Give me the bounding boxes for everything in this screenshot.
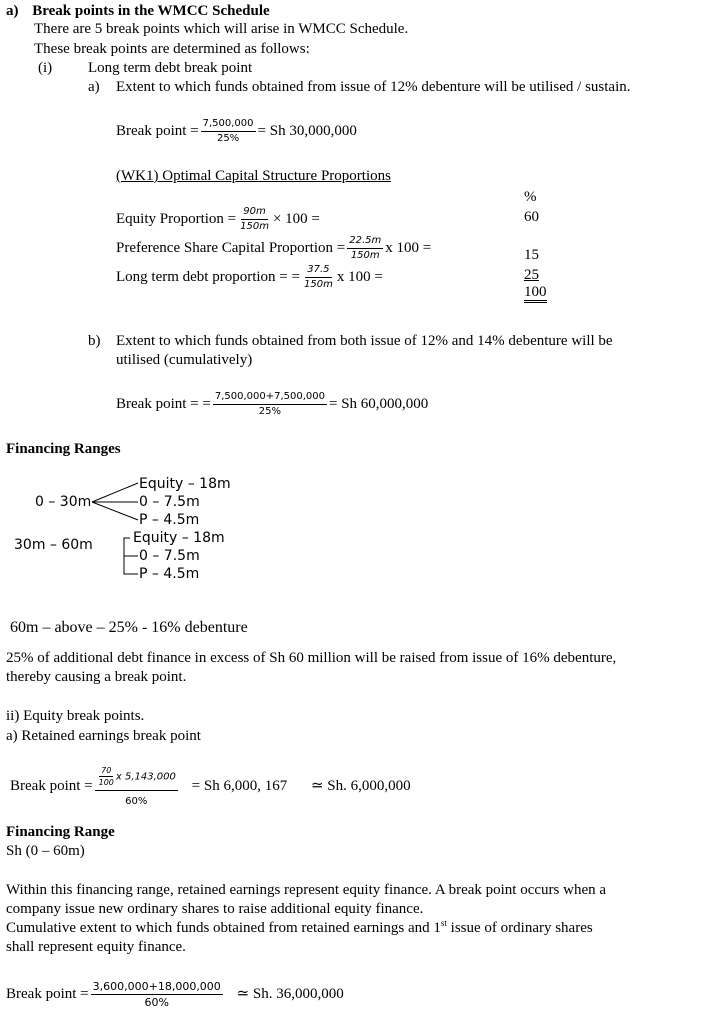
new-shares-break-point — [6, 978, 344, 1010]
preference-num: 22.5m — [347, 235, 383, 249]
paragraph-2-line-2: shall represent equity finance. — [6, 939, 186, 955]
re-bp-result: = Sh 6,000, 167 — [191, 778, 288, 794]
wk1-title: (WK1) Optimal Capital Structure Proportions — [116, 168, 391, 184]
part-a-text: Extent to which funds obtained from issue of 12% debenture will be utilised / sustain. — [116, 79, 631, 95]
range-2-item: Equity – 18m — [133, 530, 225, 546]
preference-rest: x 100 = — [385, 240, 432, 256]
note-line-2: thereby causing a break point. — [6, 669, 187, 685]
intro-line-2: These break points are determined as follows: — [34, 41, 310, 57]
item-number: (i) — [38, 60, 53, 76]
re-inner-rest: x 5,143,000 — [115, 771, 176, 783]
note-line-1: 25% of additional debt finance in excess of Sh 60 million will be raised from issue of 16% debenture, — [6, 650, 617, 666]
part-b-line-1: Extent to which funds obtained from both issue of 12% and 14% debenture will be — [116, 333, 613, 349]
equity-bp-sub: a) Retained earnings break point — [6, 728, 201, 744]
re-bp-denominator: 60% — [125, 795, 148, 807]
p2-text-a: Cumulative extent to which funds obtained from retained earnings and 1 — [6, 920, 441, 936]
part-b-break-point — [116, 389, 428, 419]
re-bp-numerator — [95, 766, 178, 791]
paragraph-2-line-1 — [6, 919, 593, 937]
financing-ranges-title: Financing Ranges — [6, 441, 121, 457]
section-title: Break points in the WMCC Schedule — [32, 3, 270, 19]
bp-label: Break point = — [116, 123, 199, 139]
debt-den: 150m — [303, 279, 333, 291]
part-b-marker: b) — [88, 333, 101, 349]
equity-fraction — [238, 206, 271, 233]
equity-proportion-row — [116, 204, 320, 234]
paragraph-1-line-1: Within this financing range, retained earnings represent equity finance. A break point occurs when a — [6, 882, 607, 898]
financing-range-value: Sh (0 – 60m) — [6, 843, 85, 859]
range-2-item: 0 – 7.5m — [139, 548, 200, 564]
re-bp-fraction — [95, 766, 178, 808]
final-bp-fraction — [91, 980, 223, 1009]
branch-line — [92, 483, 138, 502]
re-inner-den: 100 — [98, 777, 114, 787]
range-2-item: P – 4.5m — [139, 566, 200, 582]
debt-proportion-row — [116, 262, 383, 292]
bp-denominator: 25% — [216, 133, 240, 145]
preference-proportion-row — [116, 233, 431, 263]
equity-rest: × 100 = — [272, 211, 320, 227]
preference-value: 15 — [524, 247, 539, 263]
final-bp-label: Break point = — [6, 986, 89, 1002]
debt-num: 37.5 — [305, 264, 331, 278]
re-bp-label: Break point = — [10, 778, 93, 794]
range-1-label: 0 – 30m — [35, 494, 92, 510]
debt-fraction — [302, 264, 335, 291]
bp-b-num: 7,500,000+7,500,000 — [213, 391, 327, 405]
debt-label: Long term debt proportion = = — [116, 269, 300, 285]
bp-result: = Sh 30,000,000 — [257, 123, 357, 139]
intro-line-1: There are 5 break points which will arise in WMCC Schedule. — [34, 21, 409, 37]
equity-num: 90m — [241, 206, 267, 220]
debt-rest: x 100 = — [336, 269, 383, 285]
range-1-item: 0 – 7.5m — [139, 494, 200, 510]
bp-b-fraction — [213, 391, 327, 418]
final-bp-num: 3,600,000+18,000,000 — [92, 980, 221, 994]
p2-text-b: issue of ordinary shares — [446, 920, 593, 936]
bp-b-den: 25% — [258, 406, 282, 418]
above-range: 60m – above – 25% - 16% debenture — [10, 619, 248, 636]
equity-label: Equity Proportion = — [116, 211, 237, 227]
preference-fraction — [347, 235, 383, 262]
equity-bp-title: ii) Equity break points. — [6, 708, 145, 724]
bp-b-result: = Sh 60,000,000 — [329, 396, 429, 412]
re-bp-approx: ≃ Sh. 6,000,000 — [310, 778, 411, 794]
item-title: Long term debt break point — [88, 60, 253, 76]
part-b-line-2: utilised (cumulatively) — [116, 352, 253, 368]
retained-earnings-break-point — [10, 761, 411, 811]
bp-fraction — [201, 118, 256, 145]
paragraph-1-line-2: company issue new ordinary shares to raise additional equity finance. — [6, 901, 424, 917]
preference-label: Preference Share Capital Proportion = — [116, 240, 346, 256]
bp-numerator: 7,500,000 — [201, 118, 256, 132]
section-heading — [6, 2, 270, 20]
branch-line — [92, 502, 138, 520]
re-inner-num: 70 — [101, 765, 112, 775]
bp-b-label: Break point = = — [116, 396, 211, 412]
range-1-item: Equity – 18m — [139, 476, 231, 492]
preference-den: 150m — [350, 250, 380, 262]
equity-den: 150m — [240, 221, 269, 233]
financing-range-title: Financing Range — [6, 824, 115, 840]
part-a-break-point — [116, 116, 357, 146]
proportion-total: 100 — [524, 284, 547, 303]
final-bp-den: 60% — [144, 996, 169, 1010]
wk1-pct-header: % — [524, 189, 537, 205]
range-2-label: 30m – 60m — [14, 537, 93, 553]
part-a-marker: a) — [88, 79, 100, 95]
section-marker: a) — [6, 3, 19, 19]
debt-value: 25 — [524, 267, 539, 283]
range-1-item: P – 4.5m — [139, 512, 200, 528]
re-inner-fraction — [97, 766, 116, 787]
p2-superscript: st — [440, 918, 447, 928]
equity-value: 60 — [524, 209, 539, 225]
final-bp-approx: ≃ Sh. 36,000,000 — [236, 986, 344, 1002]
